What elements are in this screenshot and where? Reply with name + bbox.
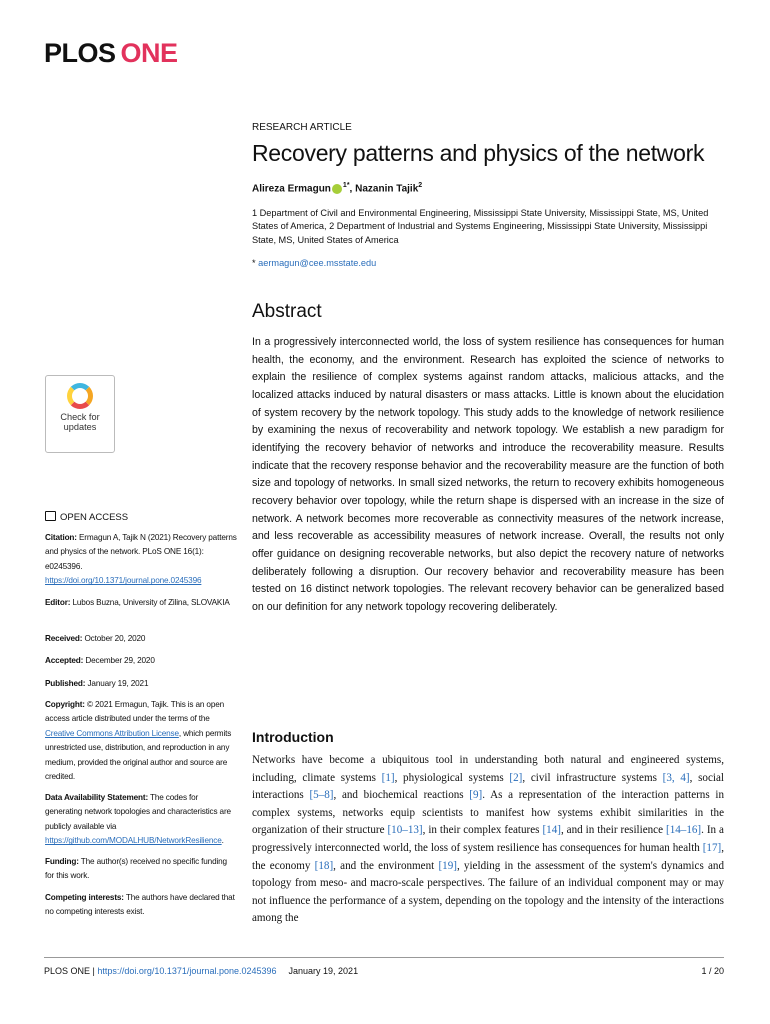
citation	[45, 531, 237, 589]
reference-link[interactable]: [14–16]	[666, 824, 702, 837]
reference-link[interactable]: [19]	[438, 859, 457, 872]
footer-doi-link[interactable]: https://doi.org/10.1371/journal.pone.0245396	[97, 966, 277, 976]
email-marker: *	[252, 258, 259, 268]
reference-link[interactable]: [2]	[509, 771, 523, 784]
funding-label: Funding:	[45, 857, 79, 866]
orcid-icon[interactable]	[332, 184, 342, 194]
received-date	[45, 632, 237, 646]
affiliations: 1 Department of Civil and Environmental Engineering, Mississippi State University, Mississippi State, MS, United States of America, 2 Department of Industrial and Systems Engineering, Mississippi State University, Mississippi State, MS, United States of America	[252, 208, 709, 245]
editor	[45, 596, 237, 610]
article-title: Recovery patterns and physics of the network	[252, 140, 705, 166]
citation-link[interactable]: https://doi.org/10.1371/journal.pone.0245396	[45, 576, 202, 586]
journal-logo[interactable]	[44, 38, 178, 69]
data-availability: Data Availability Statement: The codes for generating network topologies and characteristics are publicly available via https://github.com/MODALHUB/NetworkResilience.	[45, 793, 231, 846]
reference-link[interactable]: [17]	[702, 841, 722, 854]
intro-text: . As a representation of the interaction patterns in complex systems, networks equip scientists to manifest how systems exhibit similarities in the organization of their structure	[252, 789, 724, 837]
email-link[interactable]: aermagun@cee.msstate.edu	[258, 258, 377, 268]
intro-text: , in their complex features	[422, 824, 543, 837]
footer-journal: PLOS ONE |	[44, 966, 98, 976]
copyright-text1: © 2021 Ermagun, Tajik. This is an open access article distributed under the terms of the	[45, 700, 225, 724]
reference-link[interactable]: [1]	[381, 771, 395, 784]
reference-link[interactable]: [9]	[469, 789, 483, 802]
author-2[interactable]: Nazanin Tajik	[355, 183, 419, 195]
author-list	[252, 182, 422, 194]
check-updates-line2: updates	[63, 422, 97, 432]
citation-text: Ermagun A, Tajik N (2021) Recovery patterns and physics of the network. PLoS ONE 16(1): e0245396.	[45, 533, 237, 571]
corresponding-email	[252, 258, 376, 268]
intro-text: , and biochemical reactions	[333, 789, 470, 802]
intro-text: , and the environment	[333, 859, 439, 872]
intro-text: , social interactions	[252, 771, 724, 802]
reference-link[interactable]: [10–13]	[387, 824, 423, 837]
editor-text: Lubos Buzna, University of Zilina, SLOVAKIA	[72, 598, 230, 607]
editor-label: Editor:	[45, 598, 71, 607]
article-type-label: RESEARCH ARTICLE	[252, 122, 352, 133]
open-lock-icon	[45, 511, 56, 521]
reference-link[interactable]: [3, 4]	[662, 771, 690, 784]
funding	[45, 855, 237, 884]
logo-plos: PLOS	[44, 38, 116, 68]
github-link[interactable]: https://github.com/MODALHUB/NetworkResilience	[45, 836, 222, 846]
intro-text: , yielding in the assessment of the system's dynamics and topology from meso- and macro-scale perspectives. The failure of an individual component may or may not influence the performance of a system, depending on the topology and the intensity of the interactions among the	[252, 859, 724, 925]
funding-text: The author(s) received no specific funding for this work.	[45, 857, 227, 881]
data-availability-text: The codes for generating network topologies and characteristics are publicly available via	[45, 793, 231, 831]
intro-text: , physiological systems	[394, 771, 510, 784]
copyright	[45, 698, 237, 784]
published-date	[45, 677, 237, 691]
check-for-updates-badge[interactable]	[45, 375, 115, 453]
received-text: October 20, 2020	[84, 634, 146, 643]
copyright-label: Copyright:	[45, 700, 85, 709]
received-label: Received:	[45, 634, 83, 643]
competing-interests	[45, 891, 237, 920]
intro-text: , civil infrastructure systems	[522, 771, 663, 784]
page-footer	[44, 966, 358, 976]
accepted-text: December 29, 2020	[85, 656, 155, 665]
copyright-text2: , which permits unrestricted use, distribution, and reproduction in any medium, provided the original author and source are credited.	[45, 728, 232, 782]
citation-label: Citation:	[45, 533, 77, 542]
check-updates-line1: Check for	[60, 412, 100, 422]
page-number: 1 / 20	[701, 966, 724, 976]
logo-one: ONE	[120, 38, 178, 68]
published-text: January 19, 2021	[87, 679, 149, 688]
introduction-heading: Introduction	[252, 729, 334, 745]
reference-link[interactable]: [14]	[542, 824, 561, 837]
license-link[interactable]: Creative Commons Attribution License	[45, 728, 179, 738]
introduction-text	[252, 752, 724, 928]
accepted-date	[45, 654, 237, 668]
intro-text: Networks have become a ubiquitous tool in understanding both natural and engineered systems, including, climate systems	[252, 754, 724, 784]
check-updates-icon	[67, 383, 93, 409]
open-access-label: OPEN ACCESS	[60, 512, 129, 523]
accepted-label: Accepted:	[45, 656, 84, 665]
author-1-marks: 1*	[342, 182, 350, 189]
open-access	[45, 511, 128, 523]
published-label: Published:	[45, 679, 86, 688]
author-2-marks: 2	[418, 182, 423, 189]
footer-divider	[44, 957, 724, 958]
abstract-text: In a progressively interconnected world, the loss of system resilience has consequences for human health, the economy, and the environment. Research has exploited the science of networks to explain the resilience of complex systems against random attacks, malicious attacks, and the localized attacks induced by natural disasters or mass attacks. Little is known about the elucidation of system recovery by the network topology. This study adds to the knowledge of network resilience by examining the nexus of recoverability and network topology. We establish a new paradigm for identifying the recovery behavior of networks and introduce the recoverability measure. Results indicate that the recovery response behavior and the recoverability measure are the function of both size and topology of networks. In small sized networks, the return to recovery exhibits homogeneous recovery behavior over topology, while the return shape is dispersed with an increase in the size of network. A network becomes more recoverable as connectivity measures of the network increase, and less recoverable as accessibility measures of network increase. Overall, the results not only offer guidance on designing recoverable networks, but also depict the recovery nature of networks deliberately following a disruption. Our recovery behavior and recoverability measure has been tested on 16 distinct network topologies. The relevant recovery behavior can be generalized based on our definition for any network topology recovering deliberately.	[252, 336, 724, 613]
footer-date: January 19, 2021	[288, 966, 359, 976]
abstract-heading: Abstract	[252, 301, 322, 322]
author-1[interactable]: Alireza Ermagun	[252, 183, 331, 195]
data-availability-label: Data Availability Statement:	[45, 793, 149, 802]
competing-label: Competing interests:	[45, 893, 124, 902]
intro-text: , and in their resilience	[560, 824, 666, 837]
reference-link[interactable]: [5–8]	[309, 789, 334, 802]
reference-link[interactable]: [18]	[314, 859, 334, 872]
author-separator: ,	[349, 183, 356, 195]
intro-text: , the economy	[252, 841, 724, 872]
intro-text: . In a progressively interconnected world, the loss of system resilience has consequences for human health	[252, 824, 724, 854]
competing-text: The authors have declared that no competing interests exist.	[45, 893, 235, 917]
